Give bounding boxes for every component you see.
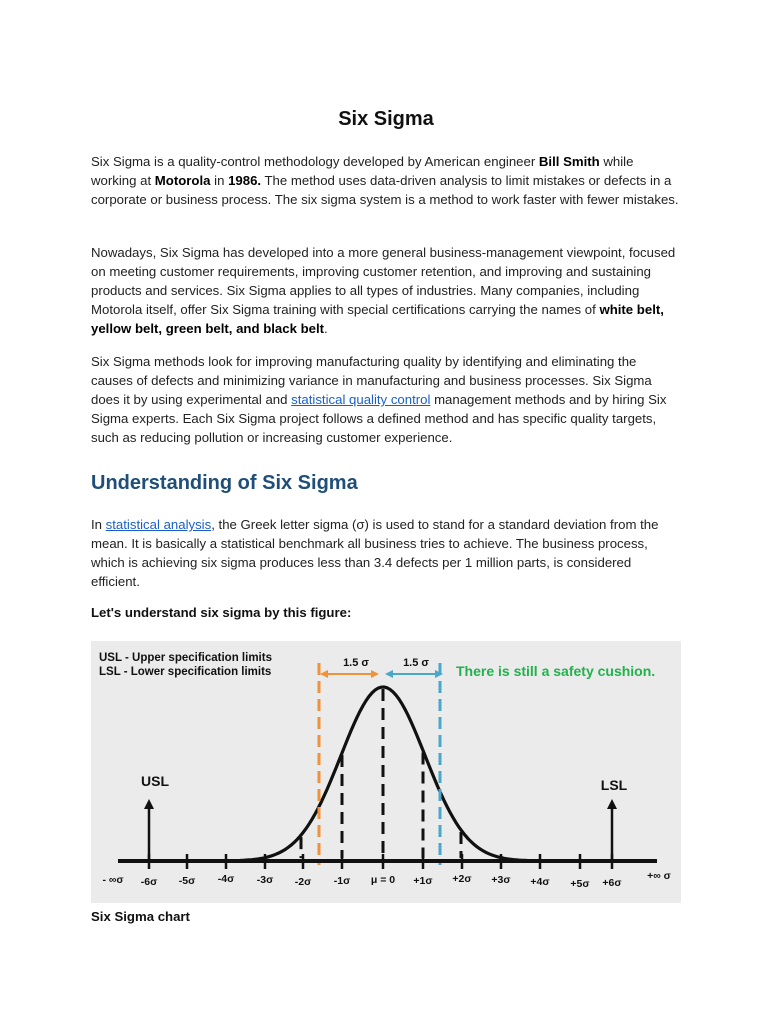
legend-lsl: LSL - Lower specification limits <box>99 666 272 678</box>
text: . <box>324 321 328 336</box>
text: , the Greek letter sigma (σ) is used to stand for a standard deviation from the mean. It is basically a statistical benchmark all business tries to achieve. The business process, which is achieving six sigma produces less than 3.4 defects per 1 million parts, is considered efficient. <box>91 517 659 589</box>
tick-label: +1σ <box>413 875 433 887</box>
shift-label-left: 1.5 σ <box>343 657 369 669</box>
paragraph-intro <box>91 152 681 209</box>
figure-lead: Let's understand six sigma by this figure: <box>91 605 352 620</box>
text: Six Sigma methods look for improving manufacturing quality by identifying and eliminating the causes of defects and minimizing variance in manufacturing and business processes. Six Sigma does it by using experimental and <box>91 354 652 407</box>
tick-label: +3σ <box>491 874 511 886</box>
tick-label: μ = 0 <box>370 874 396 886</box>
text: in <box>210 173 229 188</box>
tick-label: - ∞σ <box>102 874 124 886</box>
bold-year: 1986. <box>228 173 262 188</box>
text: Nowadays, Six Sigma has developed into a more general business-management viewpoint, focused on meeting customer requirements, improving customer retention, and improving and sustaining products and services. Six Sigma applies to all types of industries. Many companies, including Motorola itself, offer Six Sigma training with special certifications carrying the names of <box>91 245 676 317</box>
page-title: Six Sigma <box>338 108 434 130</box>
text: The method uses data-driven analysis to limit mistakes or defects in a corporate or business process. The six sigma system is a method to work faster with fewer mistakes. <box>91 173 679 207</box>
tick-label: +2σ <box>452 873 472 885</box>
link-statistical-quality-control[interactable]: statistical quality control <box>291 392 431 407</box>
tick-label: -2σ <box>294 876 312 888</box>
usl-label: USL <box>141 773 169 789</box>
tick-label: +5σ <box>570 878 590 890</box>
tick-label: -1σ <box>333 875 351 887</box>
bold-belts: white belt, yellow belt, green belt, and black belt <box>91 302 664 336</box>
text: In <box>91 517 106 532</box>
tick-label: +∞ σ <box>647 870 671 882</box>
six-sigma-diagram <box>91 641 681 903</box>
bell-curve <box>126 687 645 861</box>
safety-cushion-text: There is still a safety cushion. <box>456 663 656 679</box>
figure-caption: Six Sigma chart <box>91 909 190 924</box>
shift-label-right: 1.5 σ <box>403 657 429 669</box>
lsl-label: LSL <box>600 777 628 793</box>
bold-company: Motorola <box>154 173 211 188</box>
bold-name: Bill Smith <box>538 154 600 169</box>
link-statistical-analysis[interactable]: statistical analysis <box>105 517 212 532</box>
tick-label: -3σ <box>256 874 274 886</box>
legend-usl: USL - Upper specification limits <box>99 652 272 664</box>
six-sigma-figure <box>91 641 681 903</box>
text: management methods and by hiring Six Sigma experts. Each Six Sigma project follows a defined method and has specific quality targets, such as reducing pollution or increasing customer experience. <box>91 392 667 445</box>
paragraph-nowadays <box>91 243 681 338</box>
text: Six Sigma is a quality-control methodology developed by American engineer <box>91 154 539 169</box>
paragraph-sigma <box>91 515 681 591</box>
tick-label: -5σ <box>178 875 196 887</box>
tick-label: +4σ <box>530 876 550 888</box>
axis-tick-labels <box>102 870 670 890</box>
tick-label: -4σ <box>217 873 235 885</box>
paragraph-methods <box>91 352 681 447</box>
text: while working at <box>91 154 634 188</box>
section-heading: Understanding of Six Sigma <box>91 472 358 494</box>
tick-label: -6σ <box>140 876 158 888</box>
tick-label: +6σ <box>602 877 622 889</box>
